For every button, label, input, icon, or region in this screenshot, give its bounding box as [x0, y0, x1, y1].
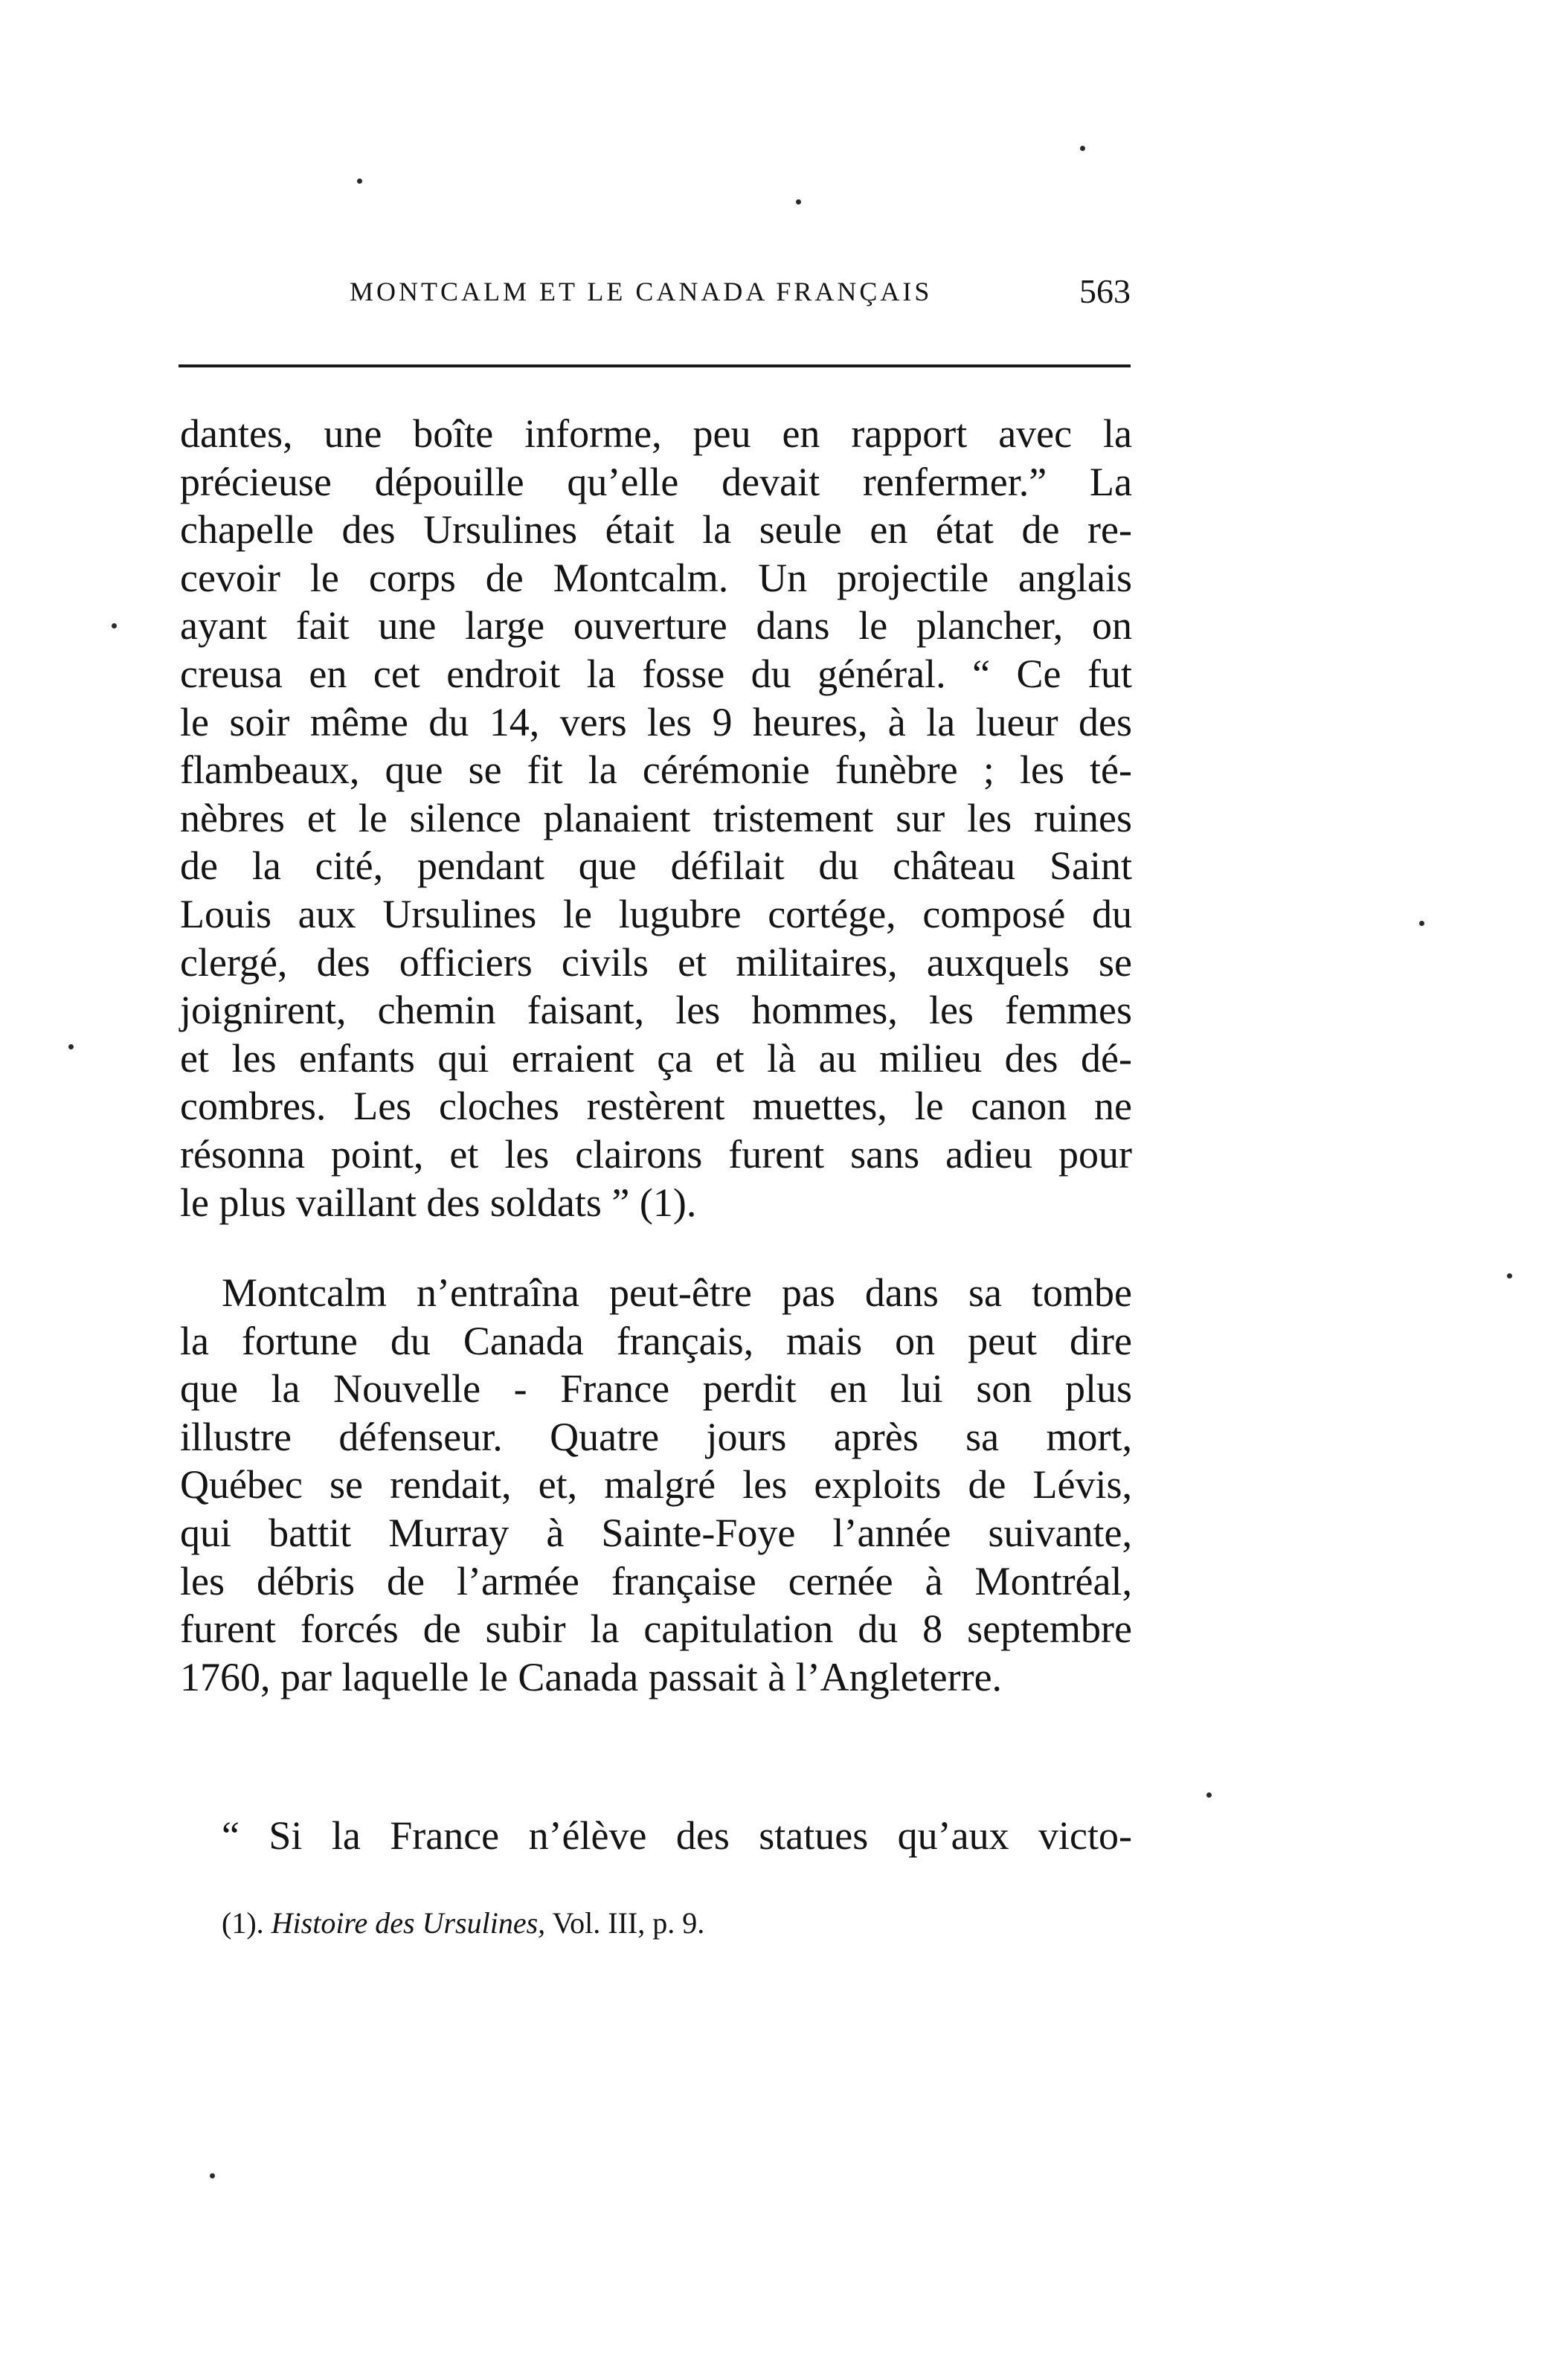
- text-line: le plus vaillant des soldats ” (1).: [180, 1180, 697, 1225]
- paragraph-2: [180, 1269, 1132, 1701]
- running-title: MONTCALM ET LE CANADA FRANÇAIS: [350, 277, 933, 306]
- scan-speck: [357, 178, 362, 184]
- footnote-marker: (1).: [222, 1906, 264, 1940]
- text-line: le soir même du 14, vers les 9 heures, à la lueur des: [180, 699, 1132, 744]
- text-line: résonna point, et les clairons furent sans adieu pour: [180, 1131, 1132, 1177]
- scan-speck: [1507, 1273, 1512, 1279]
- text-line: précieuse dépouille qu’elle devait renfermer.” La: [180, 459, 1132, 504]
- text-line: combres. Les cloches restèrent muettes, le canon ne: [180, 1084, 1132, 1129]
- text-line: illustre défenseur. Quatre jours après sa mort,: [180, 1414, 1132, 1459]
- scan-speck: [68, 1044, 74, 1049]
- text-line: Québec se rendait, et, malgré les exploits de Lévis,: [180, 1462, 1132, 1508]
- text-line: les débris de l’armée française cernée à Montréal,: [180, 1558, 1132, 1604]
- scan-speck: [210, 2173, 215, 2178]
- footnote-reference: Vol. III, p. 9.: [552, 1906, 705, 1940]
- text-line: cevoir le corps de Montcalm. Un projectile anglais: [180, 555, 1132, 600]
- text-line: de la cité, pendant que défilait du château Saint: [180, 843, 1132, 889]
- text-line: flambeaux, que se fit la cérémonie funèbre ; les té-: [180, 747, 1132, 793]
- footnote: [222, 1901, 704, 1946]
- text-line: 1760, par laquelle le Canada passait à l’Angleterre.: [180, 1654, 1003, 1699]
- scan-speck: [1419, 921, 1424, 926]
- scan-speck: [796, 199, 801, 205]
- text-line: Louis aux Ursulines le lugubre cortége, composé du: [180, 891, 1132, 936]
- text-line: Montcalm n’entraîna peut-être pas dans sa tombe: [222, 1270, 1132, 1315]
- scan-speck: [1206, 1792, 1212, 1798]
- header-rule: [179, 364, 1131, 367]
- text-line: la fortune du Canada français, mais on peut dire: [180, 1318, 1132, 1363]
- text-line: clergé, des officiers civils et militaires, auxquels se: [180, 939, 1132, 985]
- scan-speck: [112, 623, 117, 628]
- paragraph-3: [180, 1812, 1132, 1860]
- paragraph-1: [180, 410, 1132, 1226]
- text-line: que la Nouvelle - France perdit en lui son plus: [180, 1366, 1132, 1412]
- text-line: qui battit Murray à Sainte-Foye l’année suivante,: [180, 1510, 1132, 1555]
- text-line: furent forcés de subir la capitulation du 8 septembre: [180, 1606, 1132, 1652]
- text-line: “ Si la France n’élève des statues qu’aux victo-: [222, 1813, 1132, 1858]
- text-line: dantes, une boîte informe, peu en rapport avec la: [180, 411, 1132, 456]
- scan-speck: [1080, 146, 1085, 151]
- text-line: nèbres et le silence planaient tristement sur les ruines: [180, 795, 1132, 840]
- text-line: ayant fait une large ouverture dans le plancher, on: [180, 603, 1132, 649]
- page-number: 563: [1079, 272, 1131, 310]
- text-line: et les enfants qui erraient ça et là au milieu des dé-: [180, 1035, 1132, 1081]
- running-head: [179, 269, 1131, 314]
- text-line: creusa en cet endroit la fosse du général. “ Ce fut: [180, 651, 1132, 696]
- text-line: chapelle des Ursulines était la seule en état de re-: [180, 507, 1132, 553]
- text-line: joignirent, chemin faisant, les hommes, les femmes: [180, 988, 1132, 1033]
- footnote-title: Histoire des Ursulines,: [271, 1906, 546, 1940]
